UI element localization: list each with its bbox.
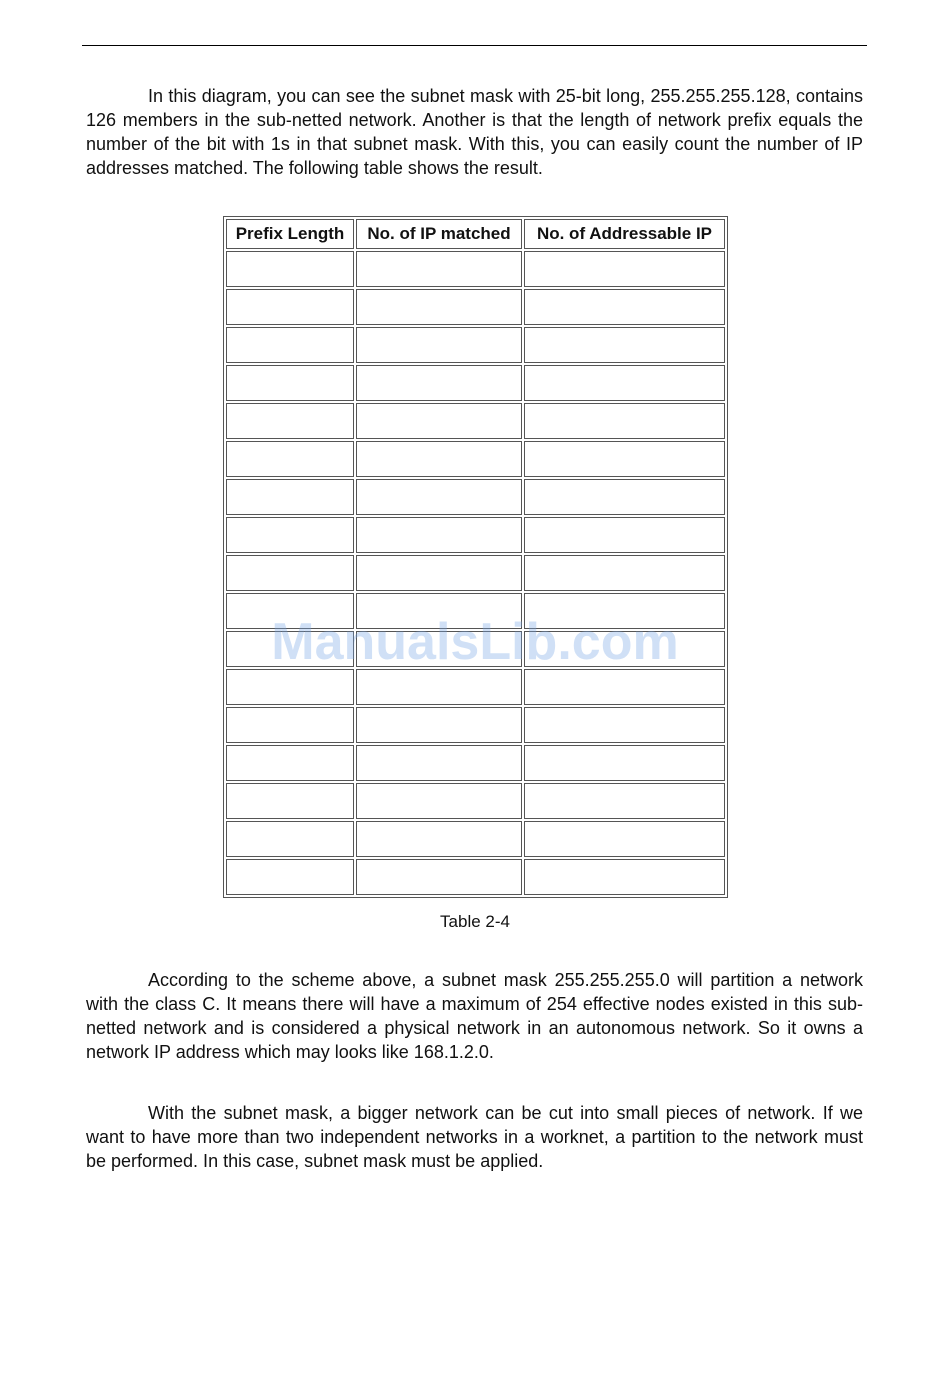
table-cell: [226, 783, 354, 819]
table-cell: [356, 859, 522, 895]
table-cell: [356, 593, 522, 629]
table-row: [226, 707, 725, 743]
table-row: [226, 289, 725, 325]
table-row: [226, 555, 725, 591]
table-cell: [356, 403, 522, 439]
table-cell: [226, 289, 354, 325]
table-row: [226, 327, 725, 363]
table-cell: [356, 327, 522, 363]
table-row: [226, 479, 725, 515]
table-cell: [226, 517, 354, 553]
table-cell: [524, 403, 725, 439]
table-cell: [524, 441, 725, 477]
table-row: [226, 441, 725, 477]
table-cell: [226, 251, 354, 287]
table-cell: [524, 669, 725, 705]
table-cell: [226, 745, 354, 781]
table-cell: [524, 631, 725, 667]
table-cell: [226, 821, 354, 857]
table-cell: [356, 517, 522, 553]
paragraph-intro-text: In this diagram, you can see the subnet mask with 25-bit long, 255.255.255.128, contains 126 members in the sub-netted network. Another is that the length of network prefix equals the number of the bit with 1s in that subnet mask. With this, you can easily count the number of IP addresses matched. The following table shows the result.: [86, 86, 863, 178]
table-cell: [356, 251, 522, 287]
table-cell: [226, 593, 354, 629]
table-cell: [524, 327, 725, 363]
table-row: [226, 783, 725, 819]
table-cell: [356, 289, 522, 325]
table-cell: [356, 441, 522, 477]
paragraph-class-c: [86, 968, 863, 1064]
table-cell: [524, 365, 725, 401]
table-cell: [524, 821, 725, 857]
table-row: [226, 593, 725, 629]
table-cell: [524, 783, 725, 819]
watermark-logo: ManualsLib.com: [271, 613, 679, 671]
table-row: [226, 745, 725, 781]
paragraph-partition: [86, 1101, 863, 1173]
header-rule: [82, 45, 867, 46]
table-cell: [524, 517, 725, 553]
table-cell: [356, 479, 522, 515]
table-cell: [356, 669, 522, 705]
table-cell: [226, 365, 354, 401]
table-row: [226, 403, 725, 439]
paragraph-partition-text: With the subnet mask, a bigger network can be cut into small pieces of network. If we want to have more than two independent networks in a worknet, a partition to the network must be performed. In this case, subnet mask must be applied.: [86, 1103, 863, 1171]
table-cell: [524, 859, 725, 895]
table-cell: [226, 707, 354, 743]
table-cell: [356, 365, 522, 401]
header-ip-matched: No. of IP matched: [356, 219, 522, 249]
table-row: [226, 517, 725, 553]
table-cell: [524, 745, 725, 781]
table-row: [226, 365, 725, 401]
table-row: [226, 859, 725, 895]
table-cell: [356, 707, 522, 743]
table-cell: [226, 479, 354, 515]
table-cell: [226, 669, 354, 705]
table-caption: Table 2-4: [440, 912, 510, 931]
table-cell: [356, 821, 522, 857]
table-row: [226, 631, 725, 667]
table-cell: [226, 327, 354, 363]
table-cell: [226, 403, 354, 439]
table-cell: [524, 593, 725, 629]
table-cell: [226, 631, 354, 667]
table-cell: [524, 251, 725, 287]
table-header-row: [226, 219, 725, 249]
table-cell: [356, 555, 522, 591]
table-cell: [524, 479, 725, 515]
header-addressable-ip: No. of Addressable IP: [524, 219, 725, 249]
table-body: [226, 251, 725, 895]
table-cell: [524, 555, 725, 591]
header-prefix-length: Prefix Length: [226, 219, 354, 249]
table-row: [226, 251, 725, 287]
table-cell: [356, 631, 522, 667]
table-cell: [524, 289, 725, 325]
paragraph-intro: [86, 84, 863, 180]
table-row: [226, 821, 725, 857]
table-cell: [226, 555, 354, 591]
table-cell: [226, 859, 354, 895]
paragraph-class-c-text: According to the scheme above, a subnet mask 255.255.255.0 will partition a network with the class C. It means there will have a maximum of 254 effective nodes existed in this sub-netted network and is considered a physical network in an autonomous network. So it owns a network IP address which may looks like 168.1.2.0.: [86, 970, 863, 1062]
table-row: [226, 669, 725, 705]
subnet-table: [223, 216, 728, 898]
table-cell: [356, 745, 522, 781]
table-cell: [226, 441, 354, 477]
table-cell: [524, 707, 725, 743]
table-cell: [356, 783, 522, 819]
subnet-table-container: [223, 216, 728, 898]
